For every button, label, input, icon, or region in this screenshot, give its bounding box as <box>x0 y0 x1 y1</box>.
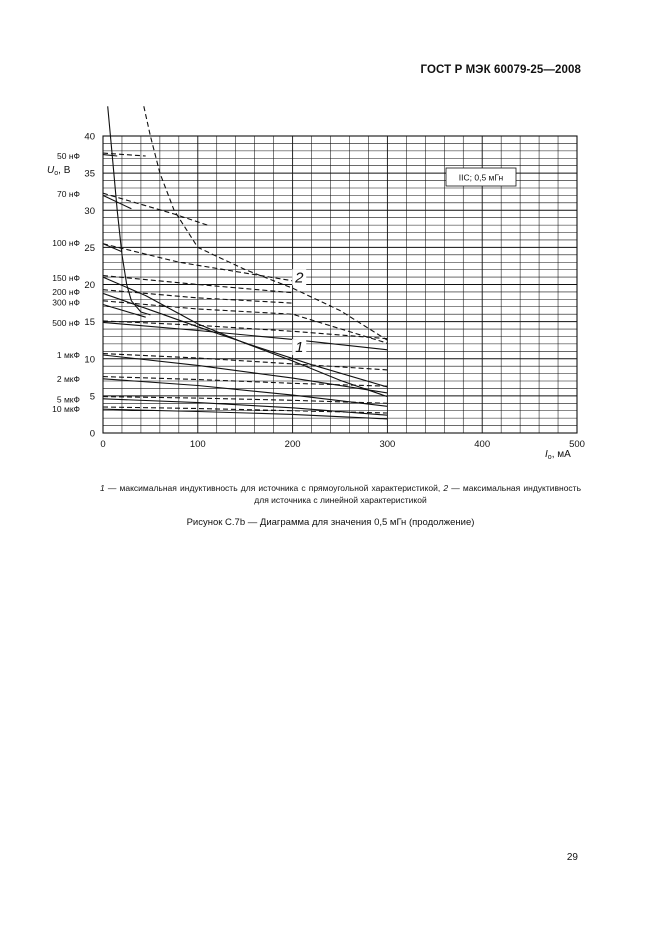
capacitance-label: 10 мкФ <box>52 404 80 415</box>
y-tick-label: 40 <box>84 131 95 143</box>
caption-text-2: — максимальная индуктивность для источника с линейной характеристикой <box>254 483 581 505</box>
x-tick-label: 500 <box>569 439 585 450</box>
y-tick-label: 15 <box>84 317 95 329</box>
curve-labels <box>292 269 306 356</box>
x-axis-symbol: I <box>545 449 548 460</box>
dashed-curve <box>144 106 388 340</box>
chart-curves <box>103 106 387 419</box>
solid-curve <box>103 155 117 156</box>
y-tick-label: 25 <box>84 242 95 254</box>
capacitance-label: 100 нФ <box>52 237 80 248</box>
capacitance-labels <box>52 151 80 414</box>
capacitance-label: 300 нФ <box>52 297 80 308</box>
dashed-curve <box>103 354 387 370</box>
capacitance-label: 200 нФ <box>52 286 80 297</box>
caption-text-1: — максимальная индуктивность для источника с прямоугольной характеристикой, <box>104 483 444 493</box>
y-tick-label: 30 <box>84 205 95 217</box>
y-tick-label: 35 <box>84 168 95 180</box>
y-tick-label: 20 <box>84 280 95 291</box>
solid-curve <box>103 277 387 397</box>
figure-caption <box>100 482 581 506</box>
y-axis-subscript: o <box>54 170 59 177</box>
capacitance-label: 150 нФ <box>52 272 80 283</box>
x-tick-label: 200 <box>284 439 301 450</box>
y-tick-label: 0 <box>89 428 95 440</box>
document-header: ГОСТ Р МЭК 60079-25—2008 <box>420 64 581 76</box>
curve-label: 2 <box>295 269 304 287</box>
capacitance-label: 50 нФ <box>57 151 80 162</box>
y-tick-label: 10 <box>84 354 95 366</box>
capacitance-label: 1 мкФ <box>56 350 80 361</box>
y-tick-label: 5 <box>89 391 95 403</box>
x-axis-subscript: o <box>547 454 552 461</box>
capacitance-label: 5 мкФ <box>56 394 80 405</box>
x-tick-label: 0 <box>100 439 106 450</box>
figure-title: Рисунок С.7b — Диаграмма для значения 0,5 мГн (продолжение) <box>186 517 475 528</box>
x-tick-label: 300 <box>379 439 396 450</box>
curve-label: 1 <box>295 339 304 357</box>
capacitance-label: 2 мкФ <box>56 373 80 384</box>
solid-curve <box>103 293 387 387</box>
annotation-box <box>446 168 516 186</box>
page-number: 29 <box>566 852 578 863</box>
x-axis-label <box>545 449 571 461</box>
y-axis-label <box>47 165 71 177</box>
caption-key-2: 2 <box>443 483 449 493</box>
capacitance-label: 70 нФ <box>57 188 80 199</box>
capacitance-label: 500 нФ <box>52 318 80 329</box>
annotation-text: IIC; 0,5 мГн <box>458 172 504 183</box>
x-tick-label: 100 <box>189 439 206 450</box>
axis-labels <box>47 165 571 461</box>
x-tick-label: 400 <box>474 439 491 450</box>
dashed-curve <box>103 397 387 404</box>
y-axis-unit: , В <box>58 165 71 176</box>
x-axis-unit: , мА <box>551 449 571 460</box>
caption-key-1: 1 <box>100 483 105 493</box>
y-axis-symbol: U <box>47 165 55 176</box>
solid-curve <box>103 322 387 349</box>
